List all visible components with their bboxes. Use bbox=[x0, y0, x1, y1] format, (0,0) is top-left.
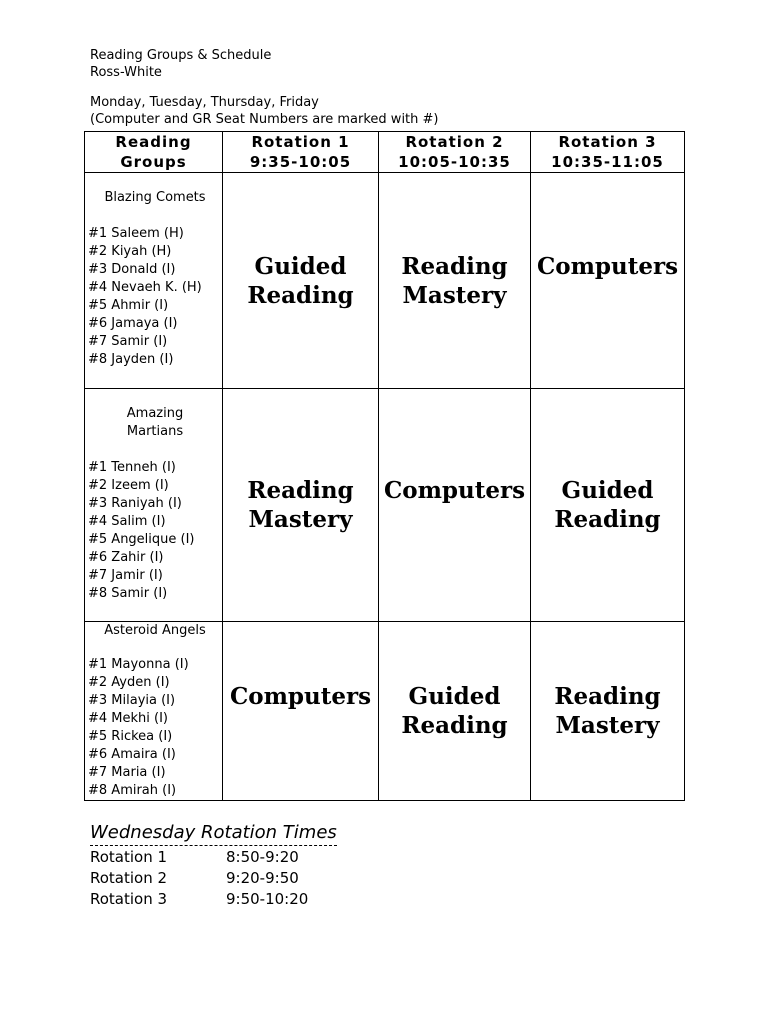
rotation-time: 9:20-9:50 bbox=[226, 869, 299, 887]
member-list bbox=[88, 459, 222, 603]
list-item: #4 Mekhi (I) bbox=[88, 711, 168, 726]
group-cell-blazing-comets bbox=[85, 173, 223, 389]
list-item: #1 Tenneh (I) bbox=[88, 460, 176, 475]
document-title: Reading Groups & Schedule bbox=[90, 48, 272, 63]
list-item: #1 Saleem (H) bbox=[88, 226, 184, 241]
seat-note: (Computer and GR Seat Numbers are marked with #) bbox=[90, 112, 439, 127]
table-row bbox=[85, 173, 685, 389]
rotation-label: Rotation 3 bbox=[90, 890, 168, 908]
rotation-time: 9:50-10:20 bbox=[226, 890, 309, 908]
list-item: #7 Maria (I) bbox=[88, 765, 166, 780]
list-item: #8 Amirah (I) bbox=[88, 783, 177, 798]
list-item: #1 Mayonna (I) bbox=[88, 657, 189, 672]
wednesday-row bbox=[90, 847, 299, 867]
activity-cell: Reading Mastery bbox=[379, 173, 531, 389]
list-item: #3 Donald (I) bbox=[88, 262, 176, 277]
list-item: #8 Samir (I) bbox=[88, 586, 168, 601]
list-item: #3 Milayia (I) bbox=[88, 693, 176, 708]
document-header bbox=[90, 47, 439, 128]
teacher-name: Ross-White bbox=[90, 65, 162, 80]
list-item: #2 Kiyah (H) bbox=[88, 244, 172, 259]
list-item: #2 Izeem (I) bbox=[88, 478, 169, 493]
list-item: #6 Amaira (I) bbox=[88, 747, 176, 762]
rotation-label: Rotation 1 bbox=[90, 848, 168, 866]
group-cell-amazing-martians bbox=[85, 389, 223, 622]
member-list bbox=[88, 225, 222, 369]
list-item: #5 Ahmir (I) bbox=[88, 298, 169, 313]
list-item: #2 Ayden (I) bbox=[88, 675, 170, 690]
group-name: Asteroid Angels bbox=[104, 623, 206, 638]
activity-cell: Guided Reading bbox=[531, 389, 685, 622]
activity-cell: Computers bbox=[379, 389, 531, 622]
header-reading-groups: Reading Groups bbox=[85, 132, 223, 173]
rotation-label: Rotation 2 bbox=[90, 869, 168, 887]
wednesday-title: Wednesday Rotation Times bbox=[90, 822, 337, 846]
group-name: Amazing Martians bbox=[126, 406, 184, 439]
group-cell-asteroid-angels bbox=[85, 622, 223, 801]
list-item: #3 Raniyah (I) bbox=[88, 496, 182, 511]
activity-cell: Reading Mastery bbox=[223, 389, 379, 622]
list-item: #7 Samir (I) bbox=[88, 334, 168, 349]
activity-cell: Guided Reading bbox=[379, 622, 531, 801]
group-name: Blazing Comets bbox=[104, 190, 206, 205]
list-item: #6 Zahir (I) bbox=[88, 550, 164, 565]
activity-cell: Computers bbox=[531, 173, 685, 389]
rotation-schedule-table bbox=[84, 131, 685, 801]
wednesday-row bbox=[90, 889, 308, 909]
header-rotation-1: Rotation 1 9:35-10:05 bbox=[223, 132, 379, 173]
header-rotation-3: Rotation 3 10:35-11:05 bbox=[531, 132, 685, 173]
wednesday-row bbox=[90, 868, 299, 888]
header-rotation-2: Rotation 2 10:05-10:35 bbox=[379, 132, 531, 173]
activity-cell: Guided Reading bbox=[223, 173, 379, 389]
table-header-row bbox=[85, 132, 685, 173]
list-item: #4 Nevaeh K. (H) bbox=[88, 280, 202, 295]
activity-cell: Reading Mastery bbox=[531, 622, 685, 801]
list-item: #4 Salim (I) bbox=[88, 514, 166, 529]
list-item: #5 Angelique (I) bbox=[88, 532, 195, 547]
list-item: #5 Rickea (I) bbox=[88, 729, 173, 744]
table-row bbox=[85, 389, 685, 622]
rotation-time: 8:50-9:20 bbox=[226, 848, 299, 866]
list-item: #6 Jamaya (I) bbox=[88, 316, 178, 331]
list-item: #7 Jamir (I) bbox=[88, 568, 163, 583]
member-list bbox=[88, 656, 222, 800]
table-row bbox=[85, 622, 685, 801]
schedule-days: Monday, Tuesday, Thursday, Friday bbox=[90, 95, 319, 110]
list-item: #8 Jayden (I) bbox=[88, 352, 174, 367]
activity-cell: Computers bbox=[223, 622, 379, 801]
